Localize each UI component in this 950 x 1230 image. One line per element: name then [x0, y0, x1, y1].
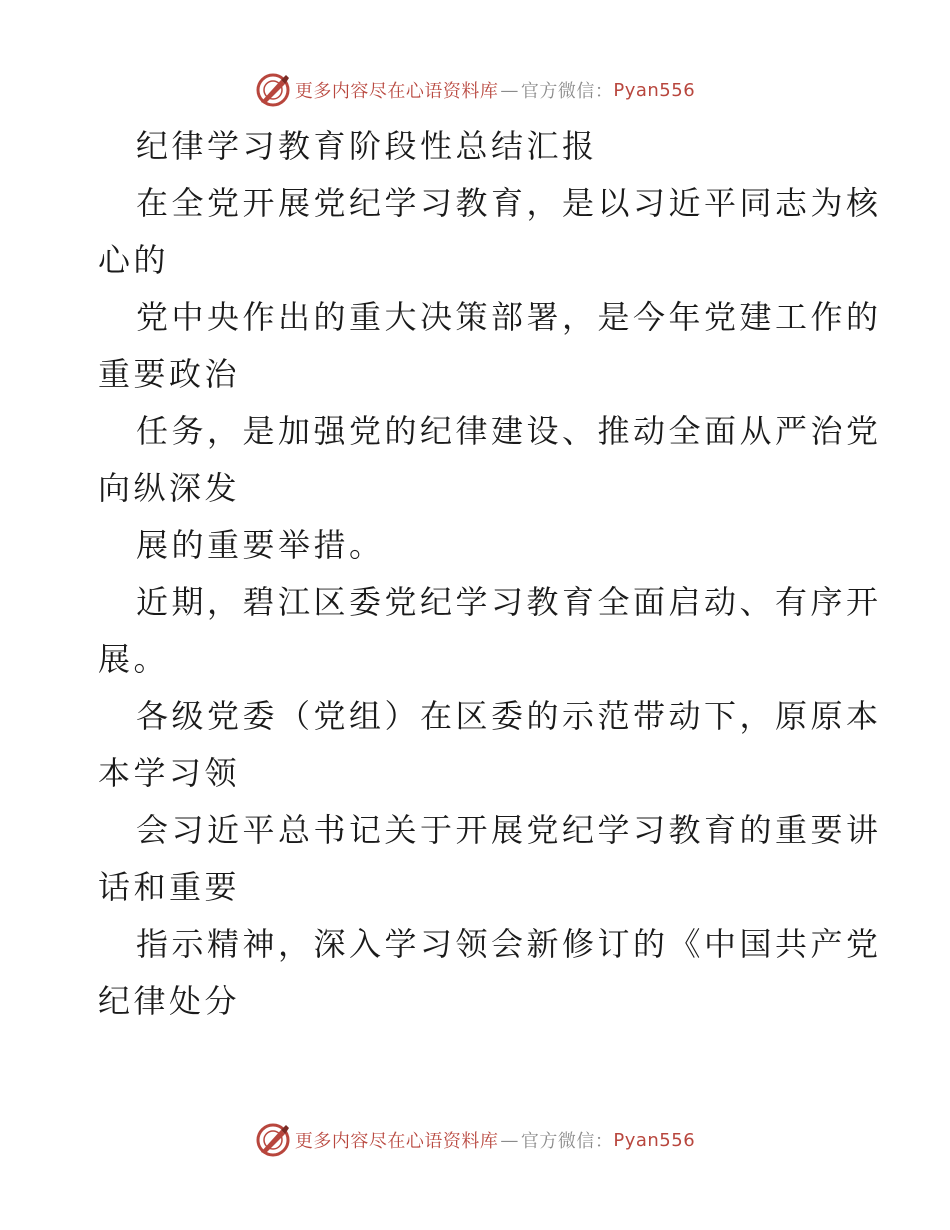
watermark-wechat-id: Pyan556 — [613, 79, 696, 101]
header-watermark — [0, 70, 950, 110]
document-body — [98, 118, 882, 1030]
watermark-wechat-label: 官方微信： — [520, 81, 614, 102]
paragraph-line: 任务，是加强党的纪律建设、推动全面从严治党 — [136, 412, 882, 450]
paragraph-line: 指示精神，深入学习领会新修订的《中国共产党 — [136, 925, 882, 963]
watermark-separator: — — [500, 79, 519, 101]
paragraph-line: 近期，碧江区委党纪学习教育全面启动、有序开 — [136, 583, 882, 621]
paragraph-line: 本学习领 — [98, 754, 241, 792]
paragraph-line: 党中央作出的重大决策部署，是今年党建工作的 — [136, 298, 882, 336]
pen-logo-icon — [255, 1122, 291, 1158]
document-title: 纪律学习教育阶段性总结汇报 — [136, 127, 598, 165]
paragraph-line: 心的 — [98, 241, 170, 279]
footer-watermark — [0, 1120, 950, 1160]
watermark-text: 更多内容尽在心语资料库 — [294, 81, 499, 102]
paragraph-line: 展的重要举措。 — [136, 526, 385, 564]
pen-logo-icon — [255, 72, 291, 108]
paragraph-line: 在全党开展党纪学习教育，是以习近平同志为核 — [136, 184, 882, 222]
paragraph-line: 各级党委（党组）在区委的示范带动下，原原本 — [136, 697, 882, 735]
watermark-wechat-id: Pyan556 — [613, 1129, 696, 1151]
paragraph-line: 向纵深发 — [98, 469, 241, 507]
watermark-wechat-label: 官方微信： — [520, 1131, 614, 1152]
paragraph-line: 话和重要 — [98, 868, 241, 906]
paragraph-line: 重要政治 — [98, 355, 241, 393]
paragraph-line: 展。 — [98, 640, 170, 678]
watermark-text: 更多内容尽在心语资料库 — [294, 1131, 499, 1152]
paragraph-line: 会习近平总书记关于开展党纪学习教育的重要讲 — [136, 811, 882, 849]
paragraph-line: 纪律处分 — [98, 982, 241, 1020]
watermark-separator: — — [500, 1129, 519, 1151]
